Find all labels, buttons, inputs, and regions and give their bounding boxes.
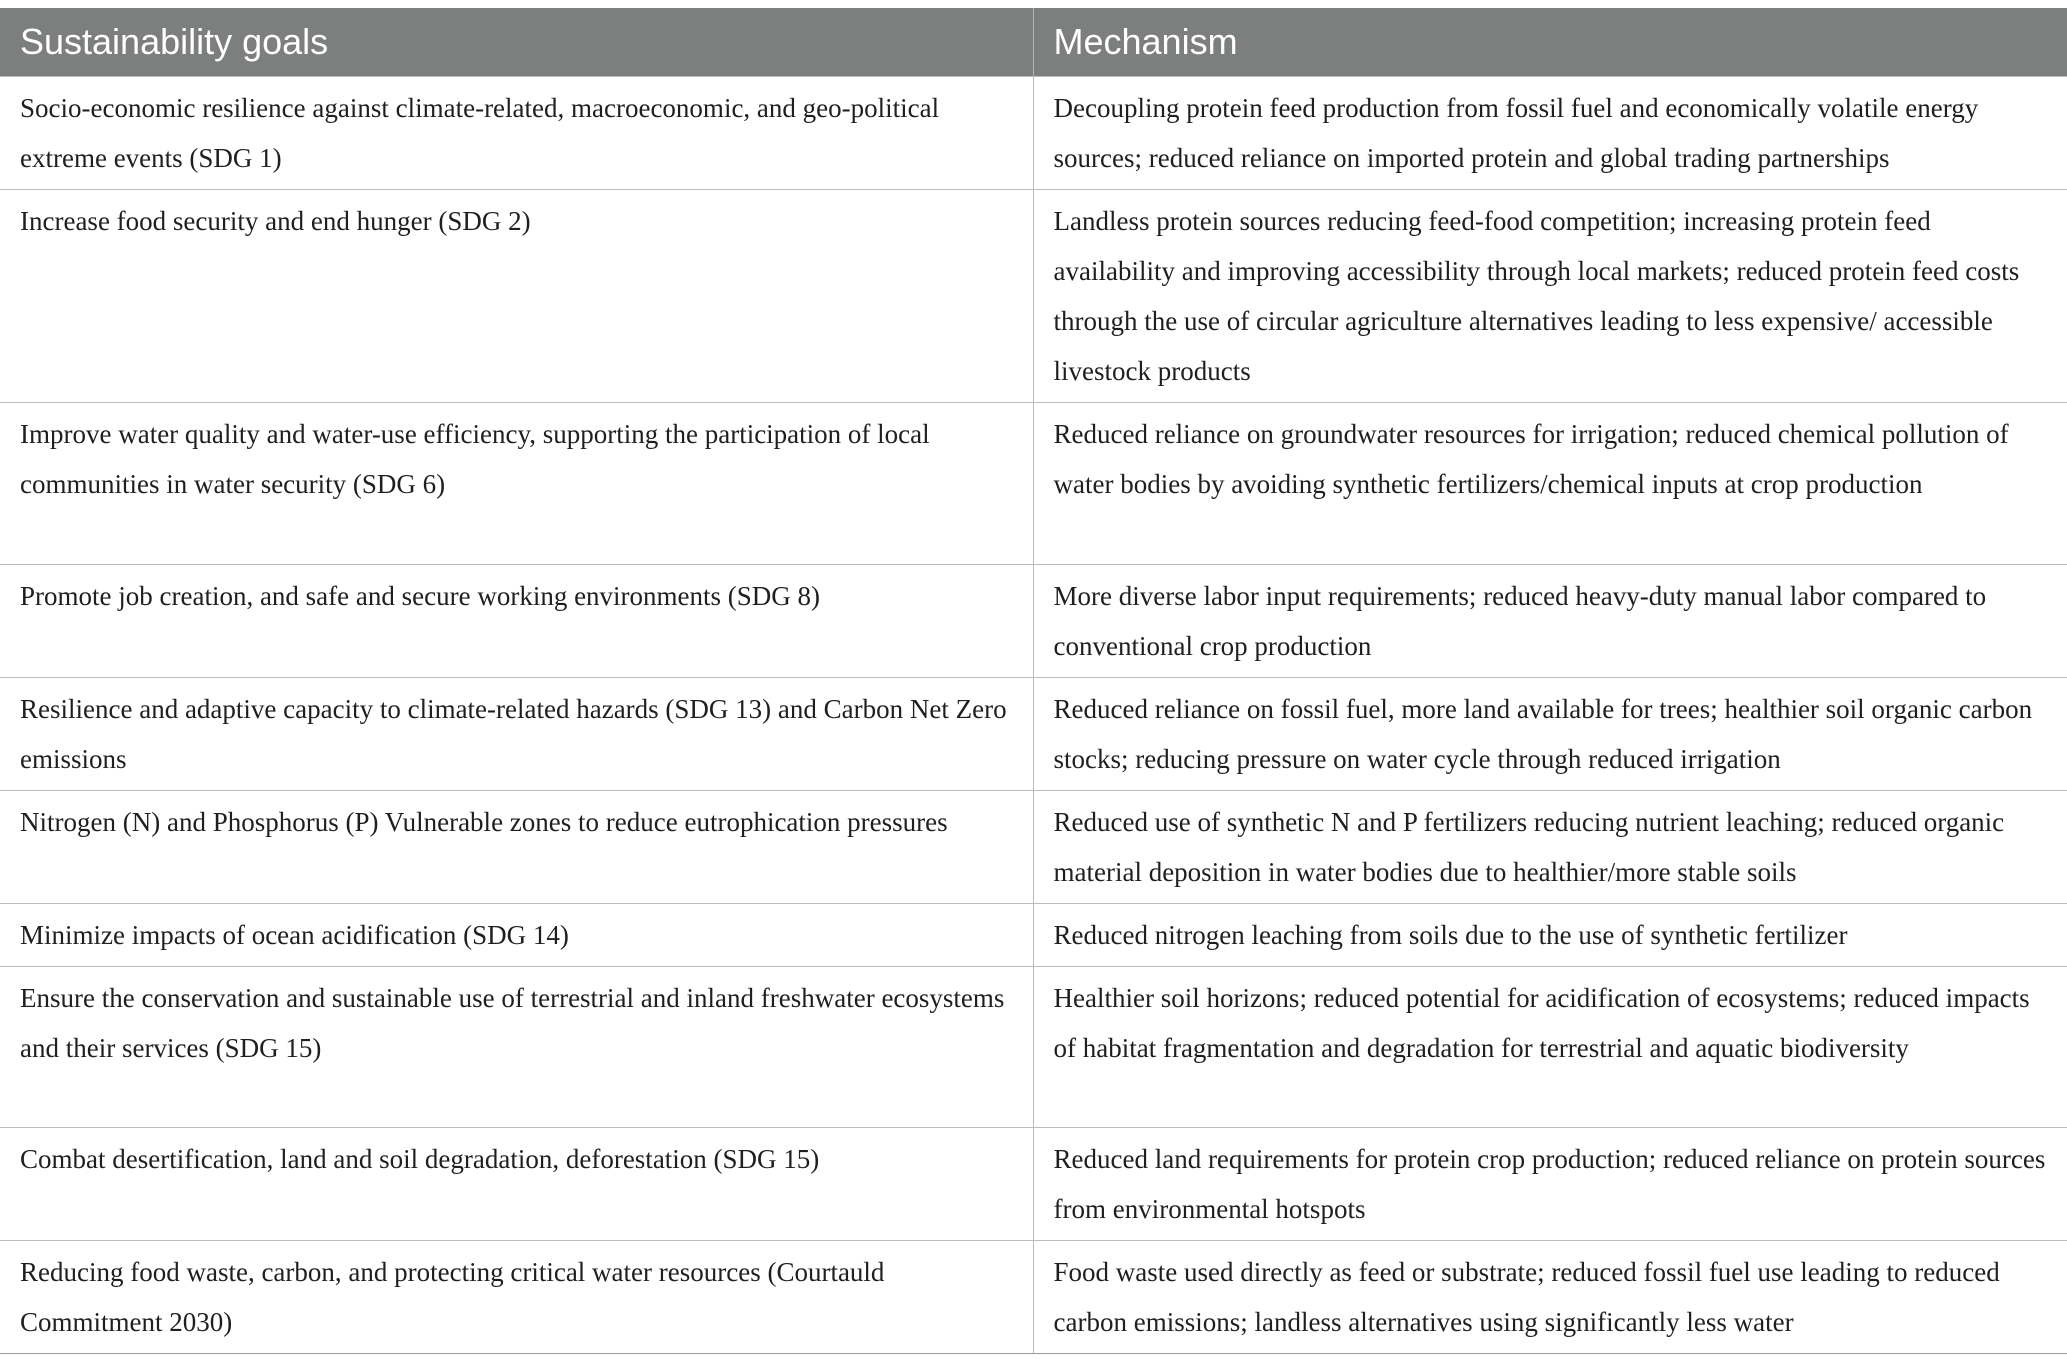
goal-cell: Socio-economic resilience against climate-related, macroeconomic, and geo-political extreme events (SDG 1) — [0, 77, 1033, 190]
mechanism-cell: Healthier soil horizons; reduced potential for acidification of ecosystems; reduced impacts of habitat fragmentation and degradation for terrestrial and aquatic biodiversity — [1033, 967, 2067, 1128]
goal-cell: Combat desertification, land and soil degradation, deforestation (SDG 15) — [0, 1128, 1033, 1241]
table-row — [0, 791, 2067, 904]
table-row — [0, 967, 2067, 1128]
table-row — [0, 1241, 2067, 1354]
table-body — [0, 77, 2067, 1354]
mechanism-cell: Decoupling protein feed production from fossil fuel and economically volatile energy sources; reduced reliance on imported protein and global trading partnerships — [1033, 77, 2067, 190]
goal-cell: Minimize impacts of ocean acidification (SDG 14) — [0, 904, 1033, 967]
table-header — [0, 8, 2067, 77]
mechanism-cell: Food waste used directly as feed or substrate; reduced fossil fuel use leading to reduced carbon emissions; landless alternatives using significantly less water — [1033, 1241, 2067, 1354]
table-row — [0, 190, 2067, 403]
mechanism-cell: Reduced use of synthetic N and P fertilizers reducing nutrient leaching; reduced organic material deposition in water bodies due to healthier/more stable soils — [1033, 791, 2067, 904]
goal-cell: Reducing food waste, carbon, and protecting critical water resources (Courtauld Commitment 2030) — [0, 1241, 1033, 1354]
table-row — [0, 403, 2067, 565]
table-row — [0, 1128, 2067, 1241]
goal-cell: Resilience and adaptive capacity to climate-related hazards (SDG 13) and Carbon Net Zero emissions — [0, 678, 1033, 791]
goal-cell: Increase food security and end hunger (SDG 2) — [0, 190, 1033, 403]
table-row — [0, 565, 2067, 678]
mechanism-cell: Reduced nitrogen leaching from soils due to the use of synthetic fertilizer — [1033, 904, 2067, 967]
sustainability-table-container — [0, 8, 2067, 1354]
goal-cell: Ensure the conservation and sustainable use of terrestrial and inland freshwater ecosystems and their services (SDG 15) — [0, 967, 1033, 1128]
mechanism-cell: Landless protein sources reducing feed-food competition; increasing protein feed availability and improving accessibility through local markets; reduced protein feed costs through the use of circular agriculture alternatives leading to less expensive/ accessible livestock products — [1033, 190, 2067, 403]
goal-cell: Nitrogen (N) and Phosphorus (P) Vulnerable zones to reduce eutrophication pressures — [0, 791, 1033, 904]
column-header-mechanism: Mechanism — [1033, 8, 2067, 77]
table-row — [0, 904, 2067, 967]
column-header-sustainability-goals: Sustainability goals — [0, 8, 1033, 77]
mechanism-cell: Reduced land requirements for protein crop production; reduced reliance on protein sources from environmental hotspots — [1033, 1128, 2067, 1241]
sustainability-table — [0, 8, 2067, 1354]
table-row — [0, 77, 2067, 190]
mechanism-cell: Reduced reliance on fossil fuel, more land available for trees; healthier soil organic carbon stocks; reducing pressure on water cycle through reduced irrigation — [1033, 678, 2067, 791]
header-row — [0, 8, 2067, 77]
mechanism-cell: More diverse labor input requirements; reduced heavy-duty manual labor compared to conventional crop production — [1033, 565, 2067, 678]
goal-cell: Improve water quality and water-use efficiency, supporting the participation of local communities in water security (SDG 6) — [0, 403, 1033, 565]
mechanism-cell: Reduced reliance on groundwater resources for irrigation; reduced chemical pollution of water bodies by avoiding synthetic fertilizers/chemical inputs at crop production — [1033, 403, 2067, 565]
table-row — [0, 678, 2067, 791]
goal-cell: Promote job creation, and safe and secure working environments (SDG 8) — [0, 565, 1033, 678]
